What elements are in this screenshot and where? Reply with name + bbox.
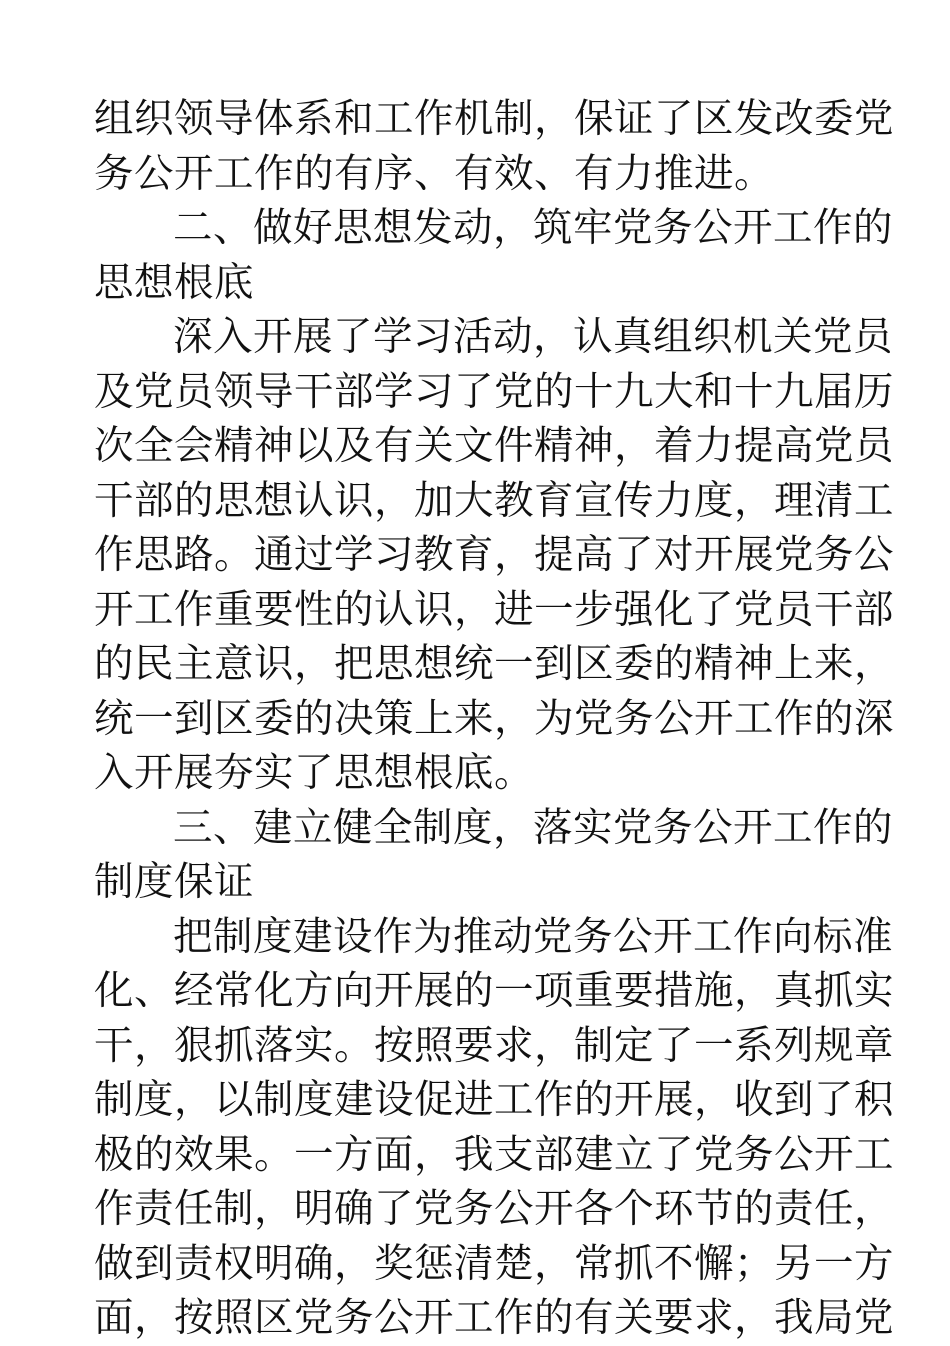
paragraph-line: 作责任制，明确了党务公开各个环节的责任， [94, 1186, 894, 1232]
paragraph-line: 的民主意识，把思想统一到区委的精神上来， [94, 641, 894, 687]
section-heading-2-continued: 思想根底 [94, 259, 254, 306]
paragraph-line: 把制度建设作为推动党务公开工作向标准 [173, 913, 893, 960]
section-heading-2: 二、做好思想发动，筑牢党务公开工作的 [173, 205, 893, 251]
paragraph-line: 做到责权明确，奖惩清楚，常抓不懈；另一方 [94, 1240, 894, 1287]
paragraph-line: 化、经常化方向开展的一项重要措施，真抓实 [94, 968, 894, 1014]
document-body [94, 92, 894, 1346]
paragraph-line: 干部的思想认识，加大教育宣传力度，理清工 [94, 477, 894, 524]
section-heading-3: 三、建立健全制度，落实党务公开工作的 [173, 804, 893, 851]
paragraph-line: 统一到区委的决策上来，为党务公开工作的深 [94, 695, 894, 742]
paragraph-line: 极的效果。一方面，我支部建立了党务公开工 [94, 1131, 894, 1178]
paragraph-line: 组织领导体系和工作机制，保证了区发改委党 [94, 96, 894, 142]
paragraph-line: 干，狠抓落实。按照要求，制定了一系列规章 [94, 1022, 894, 1069]
paragraph-line: 面，按照区党务公开工作的有关要求，我局党 [94, 1295, 894, 1341]
paragraph-line: 深入开展了学习活动，认真组织机关党员 [173, 314, 893, 360]
paragraph-line: 次全会精神以及有关文件精神，着力提高党员 [94, 423, 894, 469]
paragraph-line: 及党员领导干部学习了党的十九大和十九届历 [94, 368, 894, 415]
paragraph-line: 制度，以制度建设促进工作的开展，收到了积 [94, 1077, 894, 1123]
paragraph-line: 入开展夯实了思想根底。 [94, 750, 534, 796]
paragraph-line: 务公开工作的有序、有效、有力推进。 [94, 150, 774, 197]
section-heading-3-continued: 制度保证 [94, 859, 254, 905]
paragraph-line: 开工作重要性的认识，进一步强化了党员干部 [94, 586, 894, 633]
paragraph-line: 作思路。通过学习教育，提高了对开展党务公 [94, 532, 894, 578]
